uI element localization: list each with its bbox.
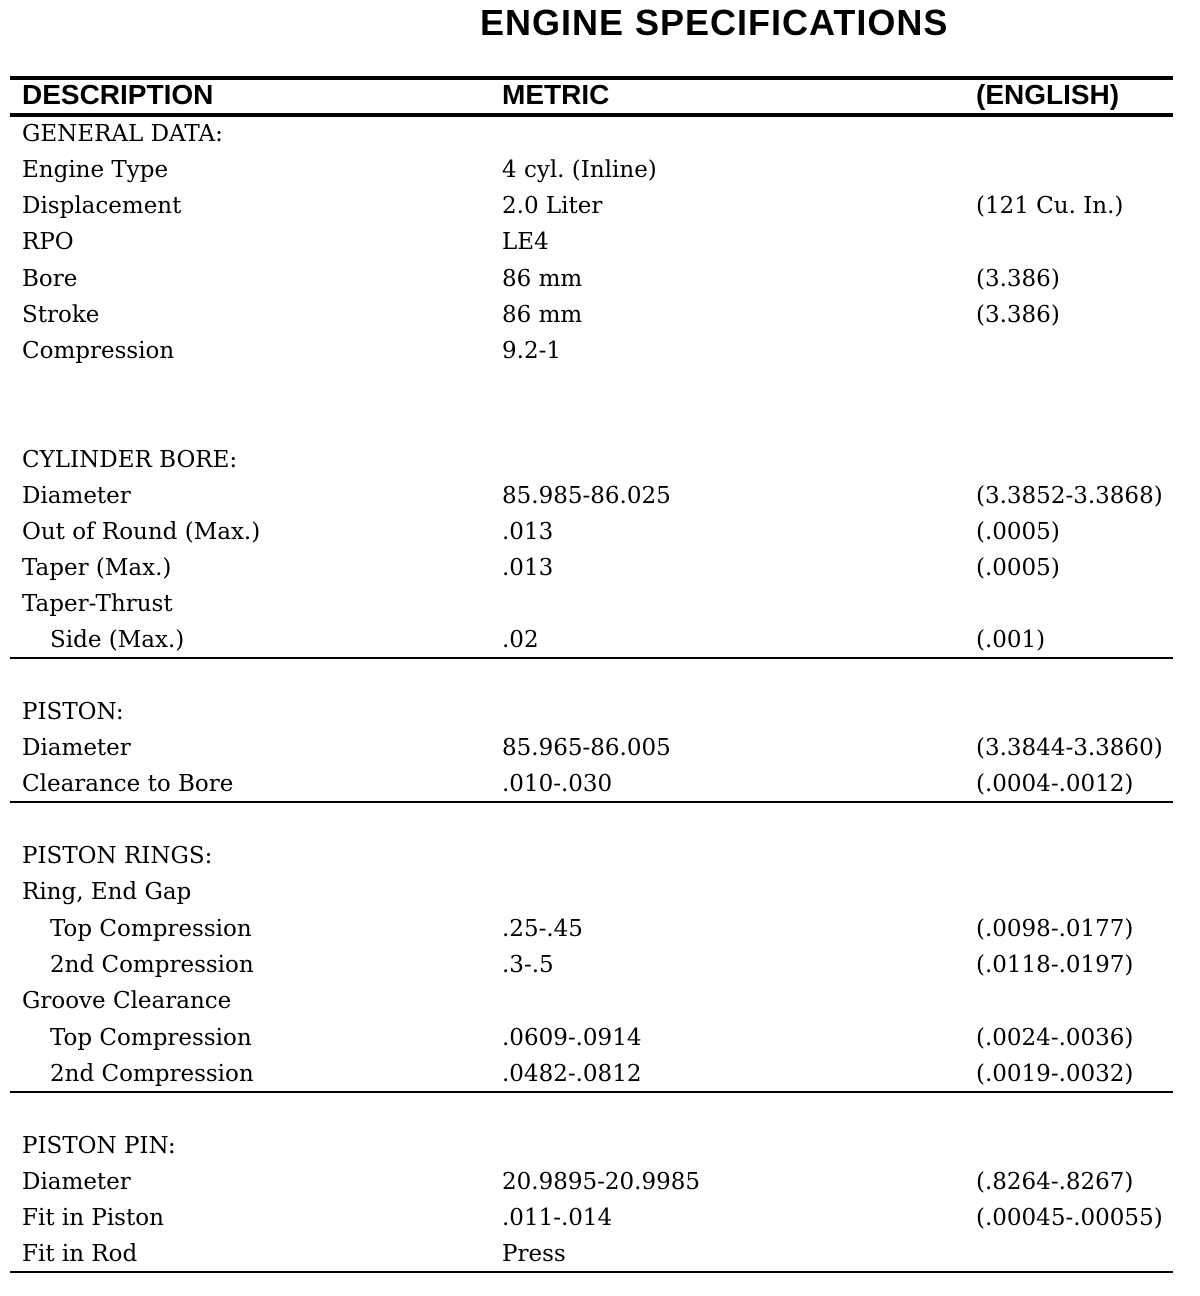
metric-cell: .02 bbox=[502, 627, 539, 653]
english-cell: (.0005) bbox=[976, 555, 1060, 581]
desc-cell: Stroke bbox=[22, 302, 100, 328]
metric-cell: 2.0 Liter bbox=[502, 193, 603, 219]
desc-cell: Displacement bbox=[22, 193, 182, 219]
desc-cell: Compression bbox=[22, 338, 175, 364]
table-row bbox=[0, 1164, 1200, 1200]
table-row bbox=[0, 1236, 1200, 1272]
section-heading-piston: PISTON: bbox=[22, 699, 124, 725]
section-heading-piston-rings: PISTON RINGS: bbox=[22, 843, 213, 869]
desc-cell: 2nd Compression bbox=[50, 952, 254, 978]
metric-cell: .011-.014 bbox=[502, 1205, 613, 1231]
table-row bbox=[0, 1200, 1200, 1236]
desc-cell: Top Compression bbox=[50, 916, 252, 942]
english-cell: (.0019-.0032) bbox=[976, 1061, 1134, 1087]
english-cell: (.0118-.0197) bbox=[976, 952, 1134, 978]
table-row bbox=[0, 911, 1200, 947]
metric-cell: 85.965-86.005 bbox=[502, 735, 671, 761]
table-row bbox=[0, 622, 1200, 658]
metric-cell: .013 bbox=[502, 519, 554, 545]
table-row bbox=[0, 333, 1200, 369]
desc-cell: Diameter bbox=[22, 1169, 131, 1195]
table-row bbox=[0, 297, 1200, 333]
desc-cell: Taper (Max.) bbox=[22, 555, 172, 581]
desc-cell: Clearance to Bore bbox=[22, 771, 234, 797]
english-cell: (3.3852-3.3868) bbox=[976, 483, 1163, 509]
desc-cell: RPO bbox=[22, 229, 74, 255]
english-cell: (.0004-.0012) bbox=[976, 771, 1134, 797]
desc-cell: Ring, End Gap bbox=[22, 879, 192, 905]
metric-cell: 20.9895-20.9985 bbox=[502, 1169, 700, 1195]
metric-cell: LE4 bbox=[502, 229, 549, 255]
english-cell: (.0005) bbox=[976, 519, 1060, 545]
desc-cell: Engine Type bbox=[22, 157, 169, 183]
metric-cell: 4 cyl. (Inline) bbox=[502, 157, 657, 183]
section-divider bbox=[10, 657, 1173, 659]
english-cell: (.0098-.0177) bbox=[976, 916, 1134, 942]
metric-cell: .25-.45 bbox=[502, 916, 583, 942]
table-row bbox=[0, 983, 1200, 1019]
desc-cell: Diameter bbox=[22, 483, 131, 509]
table-row bbox=[0, 874, 1200, 910]
table-row bbox=[0, 514, 1200, 550]
desc-cell: Fit in Piston bbox=[22, 1205, 164, 1231]
metric-cell: .0609-.0914 bbox=[502, 1025, 642, 1051]
desc-cell: Side (Max.) bbox=[50, 627, 185, 653]
metric-cell: .010-.030 bbox=[502, 771, 613, 797]
desc-cell: Diameter bbox=[22, 735, 131, 761]
table-row bbox=[0, 586, 1200, 622]
english-cell: (.8264-.8267) bbox=[976, 1169, 1134, 1195]
desc-cell: Groove Clearance bbox=[22, 988, 232, 1014]
section-divider bbox=[10, 801, 1173, 803]
column-header-english: (ENGLISH) bbox=[976, 79, 1120, 110]
english-cell: (.00045-.00055) bbox=[976, 1205, 1163, 1231]
metric-cell: .3-.5 bbox=[502, 952, 554, 978]
table-row bbox=[0, 730, 1200, 766]
metric-cell: 85.985-86.025 bbox=[502, 483, 671, 509]
metric-cell: Press bbox=[502, 1241, 566, 1267]
table-row bbox=[0, 947, 1200, 983]
table-row bbox=[0, 224, 1200, 260]
table-row bbox=[0, 1020, 1200, 1056]
table-row bbox=[0, 550, 1200, 586]
english-cell: (3.386) bbox=[976, 302, 1060, 328]
section-heading-cylinder-bore: CYLINDER BORE: bbox=[22, 447, 238, 473]
english-cell: (.0024-.0036) bbox=[976, 1025, 1134, 1051]
desc-cell: Top Compression bbox=[50, 1025, 252, 1051]
desc-cell: Taper-Thrust bbox=[22, 591, 173, 617]
english-cell: (3.386) bbox=[976, 266, 1060, 292]
column-header-description: DESCRIPTION bbox=[22, 79, 214, 110]
section-divider bbox=[10, 1271, 1173, 1273]
english-cell: (121 Cu. In.) bbox=[976, 193, 1124, 219]
metric-cell: .013 bbox=[502, 555, 554, 581]
desc-cell: Out of Round (Max.) bbox=[22, 519, 261, 545]
table-row bbox=[0, 188, 1200, 224]
page-title: ENGINE SPECIFICATIONS bbox=[480, 2, 949, 43]
table-row bbox=[0, 152, 1200, 188]
table-row bbox=[0, 478, 1200, 514]
metric-cell: 86 mm bbox=[502, 266, 583, 292]
section-heading-general-data: GENERAL DATA: bbox=[22, 121, 223, 147]
metric-cell: 86 mm bbox=[502, 302, 583, 328]
english-cell: (.001) bbox=[976, 627, 1046, 653]
section-heading-piston-pin: PISTON PIN: bbox=[22, 1133, 176, 1159]
section-divider bbox=[10, 1091, 1173, 1093]
table-row bbox=[0, 766, 1200, 802]
metric-cell: .0482-.0812 bbox=[502, 1061, 642, 1087]
desc-cell: Fit in Rod bbox=[22, 1241, 138, 1267]
english-cell: (3.3844-3.3860) bbox=[976, 735, 1163, 761]
table-row bbox=[0, 261, 1200, 297]
desc-cell: 2nd Compression bbox=[50, 1061, 254, 1087]
desc-cell: Bore bbox=[22, 266, 78, 292]
metric-cell: 9.2-1 bbox=[502, 338, 561, 364]
table-row bbox=[0, 1056, 1200, 1092]
column-header-metric: METRIC bbox=[502, 79, 610, 110]
